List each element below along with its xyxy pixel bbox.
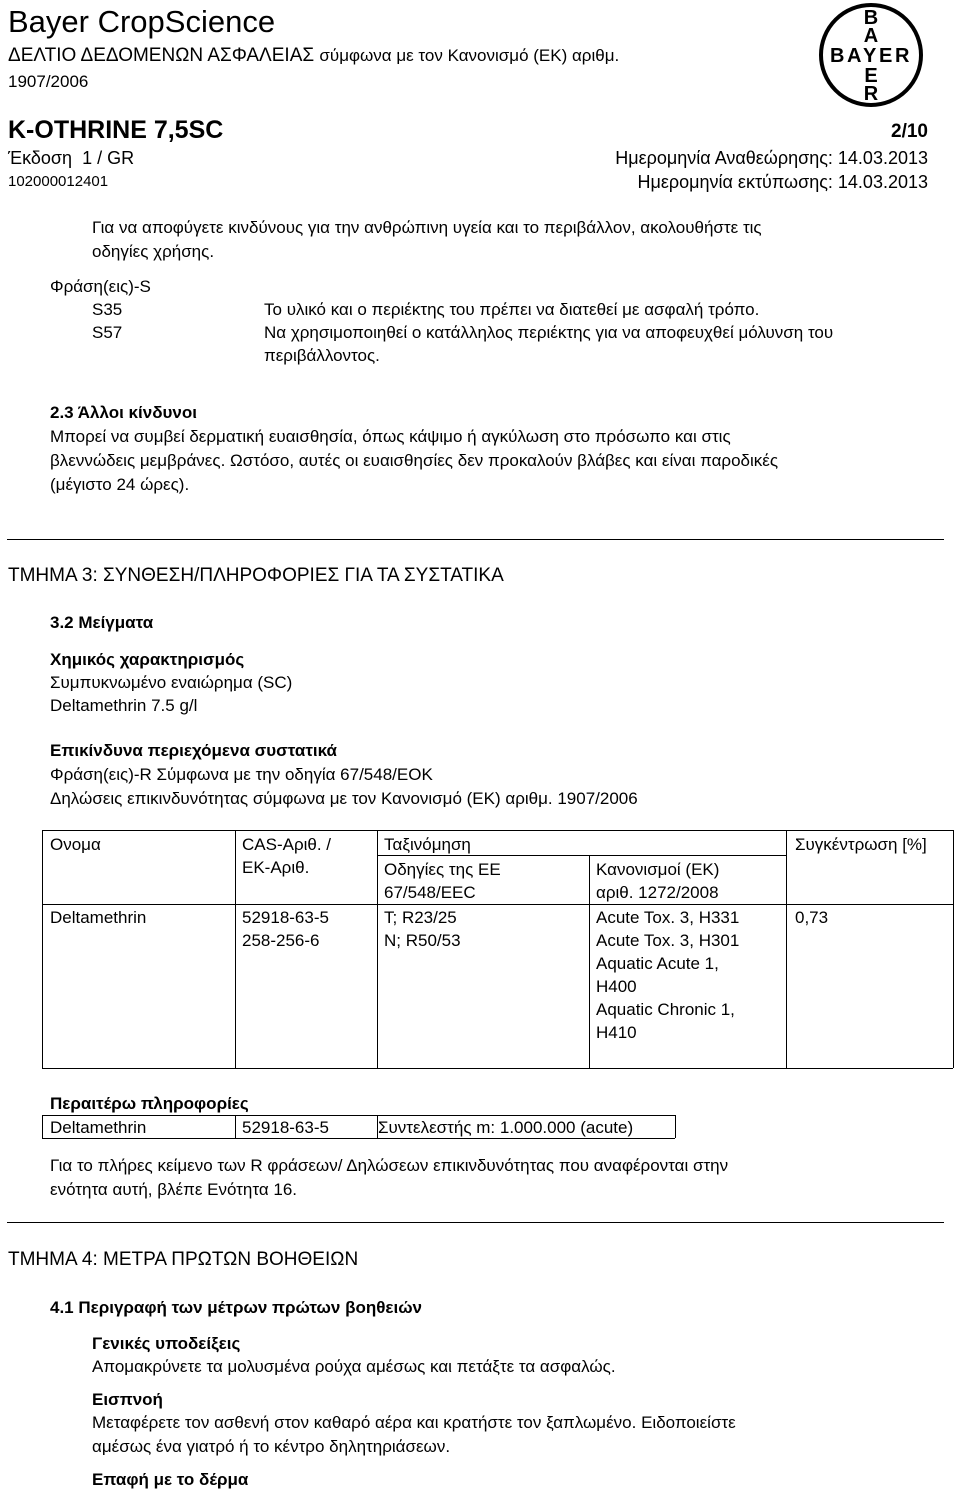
document-number: 102000012401 bbox=[8, 173, 109, 190]
version-number: 1 bbox=[82, 148, 93, 168]
version-info bbox=[8, 148, 134, 169]
chemical-characterization-line: Συμπυκνωμένο εναιώρημα (SC) bbox=[50, 673, 293, 692]
table-cell-ec: 258-256-6 bbox=[242, 931, 320, 950]
version-label: Έκδοση bbox=[8, 148, 73, 168]
logo-letter-e-horizontal: E bbox=[879, 45, 893, 67]
other-hazards-line: βλεννώδεις μεμβράνες. Ωστόσο, αυτές οι ευαισθησίες δεν προκαλούν βλάβες και είναι παροδικές bbox=[50, 451, 779, 470]
table-header-cas: CAS-Αριθ. / bbox=[242, 835, 332, 854]
section-divider bbox=[7, 1222, 944, 1223]
intro-line-1: Για να αποφύγετε κινδύνους για την ανθρώπινη υγεία και το περιβάλλον, ακολουθήστε τις bbox=[92, 218, 762, 237]
further-info-heading: Περαιτέρω πληροφορίες bbox=[50, 1094, 249, 1113]
logo-letter-e: E bbox=[864, 65, 878, 87]
further-info-cas: 52918-63-5 bbox=[242, 1118, 329, 1137]
s-phrase-code: S57 bbox=[92, 323, 123, 342]
logo-letter-a-horizontal: A bbox=[847, 45, 862, 67]
chemical-characterization-line: Deltamethrin 7.5 g/l bbox=[50, 696, 198, 715]
table-header-cas: ΕΚ-Αριθ. bbox=[242, 858, 310, 877]
logo-letter-r-horizontal: R bbox=[895, 45, 910, 67]
document-title-sub: σύμφωνα με τον Κανονισμό (ΕΚ) αριθμ. bbox=[319, 46, 620, 65]
table-cell-regulation: H410 bbox=[596, 1023, 637, 1042]
table-header-regulation: Κανονισμοί (ΕΚ) bbox=[596, 860, 720, 879]
table-border bbox=[42, 1068, 953, 1069]
table-border bbox=[786, 830, 787, 1068]
page-number: 2/10 bbox=[891, 121, 928, 142]
logo-letter-a: A bbox=[863, 25, 879, 47]
regulation-number: 1907/2006 bbox=[8, 72, 89, 91]
chemical-characterization-heading: Χημικός χαρακτηρισμός bbox=[50, 650, 245, 669]
table-header-directive: Οδηγίες της ΕΕ bbox=[384, 860, 501, 879]
other-hazards-heading: 2.3 Άλλοι κίνδυνοι bbox=[50, 403, 197, 422]
full-text-reference: ενότητα αυτή, βλέπε Ενότητα 16. bbox=[50, 1180, 297, 1199]
table-cell-regulation: Aquatic Acute 1, bbox=[596, 954, 719, 973]
s-phrase-text: Το υλικό και ο περιέκτης του πρέπει να διατεθεί με ασφαλή τρόπο. bbox=[264, 300, 760, 319]
inhalation-text: Μεταφέρετε τον ασθενή στον καθαρό αέρα και κρατήστε τον ξαπλωμένο. Ειδοποιείστε bbox=[92, 1413, 736, 1432]
table-cell-directive: N; R50/53 bbox=[384, 931, 461, 950]
table-cell-regulation: Acute Tox. 3, H331 bbox=[596, 908, 740, 927]
inhalation-heading: Εισπνοή bbox=[92, 1390, 163, 1409]
document-title-main: ΔΕΛΤΙΟ ΔΕΔΟΜΕΝΩΝ ΑΣΦΑΛΕΙΑΣ bbox=[8, 45, 315, 66]
table-cell-concentration: 0,73 bbox=[795, 908, 829, 927]
bayer-logo bbox=[818, 2, 924, 108]
section-3-title: ΤΜΗΜΑ 3: ΣΥΝΘΕΣΗ/ΠΛΗΡΟΦΟΡΙΕΣ ΓΙΑ ΤΑ ΣΥΣΤΑΤΙΚΑ bbox=[8, 565, 504, 586]
skin-contact-heading: Επαφή με το δέρμα bbox=[92, 1470, 249, 1489]
version-separator: / bbox=[97, 148, 103, 168]
inhalation-text: αμέσως ένα γιατρό ή το κέντρο δηλητηριάσεων. bbox=[92, 1437, 451, 1456]
table-border bbox=[42, 904, 953, 905]
hazardous-components-heading: Επικίνδυνα περιεχόμενα συστατικά bbox=[50, 741, 338, 760]
logo-letter-b: B bbox=[863, 7, 879, 29]
table-border bbox=[377, 830, 378, 1068]
table-border bbox=[953, 830, 954, 1068]
table-header-regulation: αριθ. 1272/2008 bbox=[596, 883, 719, 902]
full-text-reference: Για το πλήρες κείμενο των R φράσεων/ Δηλώσεων επικινδυνότητας που αναφέρονται στην bbox=[50, 1156, 729, 1175]
table-header-name: Ονομα bbox=[50, 835, 101, 854]
general-advice-heading: Γενικές υποδείξεις bbox=[92, 1334, 241, 1353]
document-title bbox=[8, 45, 619, 67]
general-advice-text: Απομακρύνετε τα μολυσμένα ρούχα αμέσως και πετάξτε τα ασφαλώς. bbox=[92, 1357, 616, 1376]
section-3-2-heading: 3.2 Μείγματα bbox=[50, 613, 154, 632]
logo-letter-y: Y bbox=[863, 45, 877, 67]
s-phrases-heading: Φράση(εις)-S bbox=[50, 277, 151, 296]
further-info-factor: Συντελεστής m: 1.000.000 (acute) bbox=[378, 1118, 634, 1137]
section-4-title: ΤΜΗΜΑ 4: ΜΕΤΡΑ ΠΡΩΤΩΝ ΒΟΗΘΕΙΩΝ bbox=[8, 1249, 359, 1270]
intro-line-2: οδηγίες χρήσης. bbox=[92, 242, 215, 261]
table-border bbox=[235, 1115, 236, 1138]
other-hazards-line: (μέγιστο 24 ώρες). bbox=[50, 475, 190, 494]
s-phrase-text: Να χρησιμοποιηθεί ο κατάλληλος περιέκτης για να αποφευχθεί μόλυνση του bbox=[264, 323, 834, 342]
product-name: K-OTHRINE 7,5SC bbox=[8, 116, 224, 144]
table-header-directive: 67/548/EEC bbox=[384, 883, 476, 902]
table-cell-cas: 52918-63-5 bbox=[242, 908, 329, 927]
table-border bbox=[235, 830, 236, 1068]
table-header-concentration: Συγκέντρωση [%] bbox=[795, 835, 927, 854]
table-cell-regulation: Aquatic Chronic 1, bbox=[596, 1000, 735, 1019]
table-cell-regulation: H400 bbox=[596, 977, 637, 996]
version-language: GR bbox=[107, 148, 135, 168]
section-4-1-heading: 4.1 Περιγραφή των μέτρων πρώτων βοηθειών bbox=[50, 1298, 423, 1317]
revision-date: Ημερομηνία Αναθεώρησης: 14.03.2013 bbox=[615, 148, 928, 168]
hazardous-components-line: Φράση(εις)-R Σύμφωνα με την οδηγία 67/548/ΕΟΚ bbox=[50, 765, 433, 784]
s-phrase-text: περιβάλλοντος. bbox=[264, 346, 380, 365]
section-divider bbox=[7, 539, 944, 540]
logo-letter-r: R bbox=[863, 83, 879, 105]
table-border bbox=[589, 855, 590, 1068]
company-name: Bayer CropScience bbox=[8, 4, 276, 39]
table-border bbox=[42, 830, 953, 831]
logo-letter-b-horizontal: B bbox=[830, 45, 845, 67]
table-cell-directive: T; R23/25 bbox=[384, 908, 457, 927]
other-hazards-line: Μπορεί να συμβεί δερματική ευαισθησία, όπως κάψιμο ή αγκύλωση στο πρόσωπο και στις bbox=[50, 427, 731, 446]
table-cell-regulation: Acute Tox. 3, H301 bbox=[596, 931, 740, 950]
further-info-name: Deltamethrin bbox=[50, 1118, 147, 1137]
table-border bbox=[675, 1115, 676, 1138]
print-date: Ημερομηνία εκτύπωσης: 14.03.2013 bbox=[637, 172, 928, 192]
table-border bbox=[42, 830, 43, 1068]
table-cell-name: Deltamethrin bbox=[50, 908, 147, 927]
table-header-classification: Ταξινόμηση bbox=[384, 835, 471, 854]
table-border bbox=[42, 1115, 43, 1138]
hazardous-components-line: Δηλώσεις επικινδυνότητας σύμφωνα με τον Κανονισμό (ΕΚ) αριθμ. 1907/2006 bbox=[50, 789, 638, 808]
s-phrase-code: S35 bbox=[92, 300, 123, 319]
